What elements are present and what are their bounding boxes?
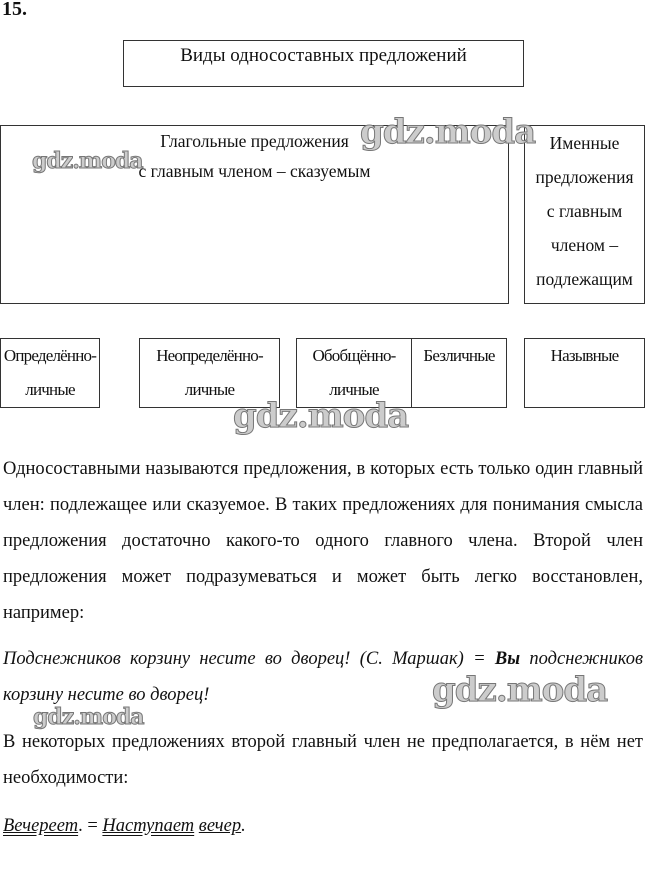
example-word: Вечереет	[3, 816, 79, 836]
paragraph-definition: Односоставными называются предложения, в которых есть только один главный член: подлежащее или сказуемое. В таких предложениях для понимания смысла предложения достаточно какого-то одного главного члена. Второй член предложения может подразумеваться и может быть легко восстановлен, например:	[3, 459, 643, 623]
type-box-nominative	[524, 338, 645, 408]
verbal-line2: с главным членом – сказуемым	[138, 161, 371, 181]
diagram-title: Виды односоставных предложений	[180, 45, 467, 66]
verbal-line1: Глагольные предложения	[160, 131, 349, 151]
watermark: gdz.moda	[432, 670, 608, 710]
example-word: Наступает	[102, 816, 195, 836]
type-label: личные	[329, 380, 379, 399]
nominal-box	[524, 125, 645, 304]
type-label: личные	[25, 380, 75, 399]
paragraph-impersonal: В некоторых предложениях второй главный член не предполагается, в нём нет необходимости:	[3, 732, 643, 788]
type-label: Безличные	[423, 346, 495, 365]
type-label: Обобщённо-	[312, 346, 396, 365]
diagram-title-box	[123, 40, 524, 87]
watermark: gdz.moda	[33, 704, 144, 730]
example-bold: Вы	[494, 649, 521, 669]
example-word: вечер	[198, 816, 242, 836]
nominal-line: предложения	[535, 167, 634, 187]
nominal-line: членом –	[550, 235, 619, 255]
example-text: Подснежников корзину несите во дворец! (С. Маршак) =	[3, 649, 495, 669]
type-label: личные	[184, 380, 235, 399]
watermark: gdz.moda	[32, 148, 143, 174]
example-2	[3, 808, 643, 844]
type-label: Назывные	[550, 346, 619, 365]
watermark: gdz.moda	[233, 396, 409, 436]
type-box-impersonal	[411, 338, 507, 408]
type-label: Определённо-	[3, 346, 97, 365]
nominal-line: подлежащим	[536, 269, 633, 289]
type-label: Неопределённо-	[156, 346, 263, 365]
nominal-line: с главным	[546, 201, 623, 221]
type-box-definite	[0, 338, 100, 408]
watermark: gdz.moda	[360, 112, 536, 152]
exercise-number: 15.	[2, 0, 27, 20]
period: .	[241, 816, 246, 836]
example-rest: подснежников корзину несите во дворец!	[3, 649, 644, 705]
separator: . =	[78, 816, 103, 836]
nominal-line: Именные	[549, 133, 620, 153]
